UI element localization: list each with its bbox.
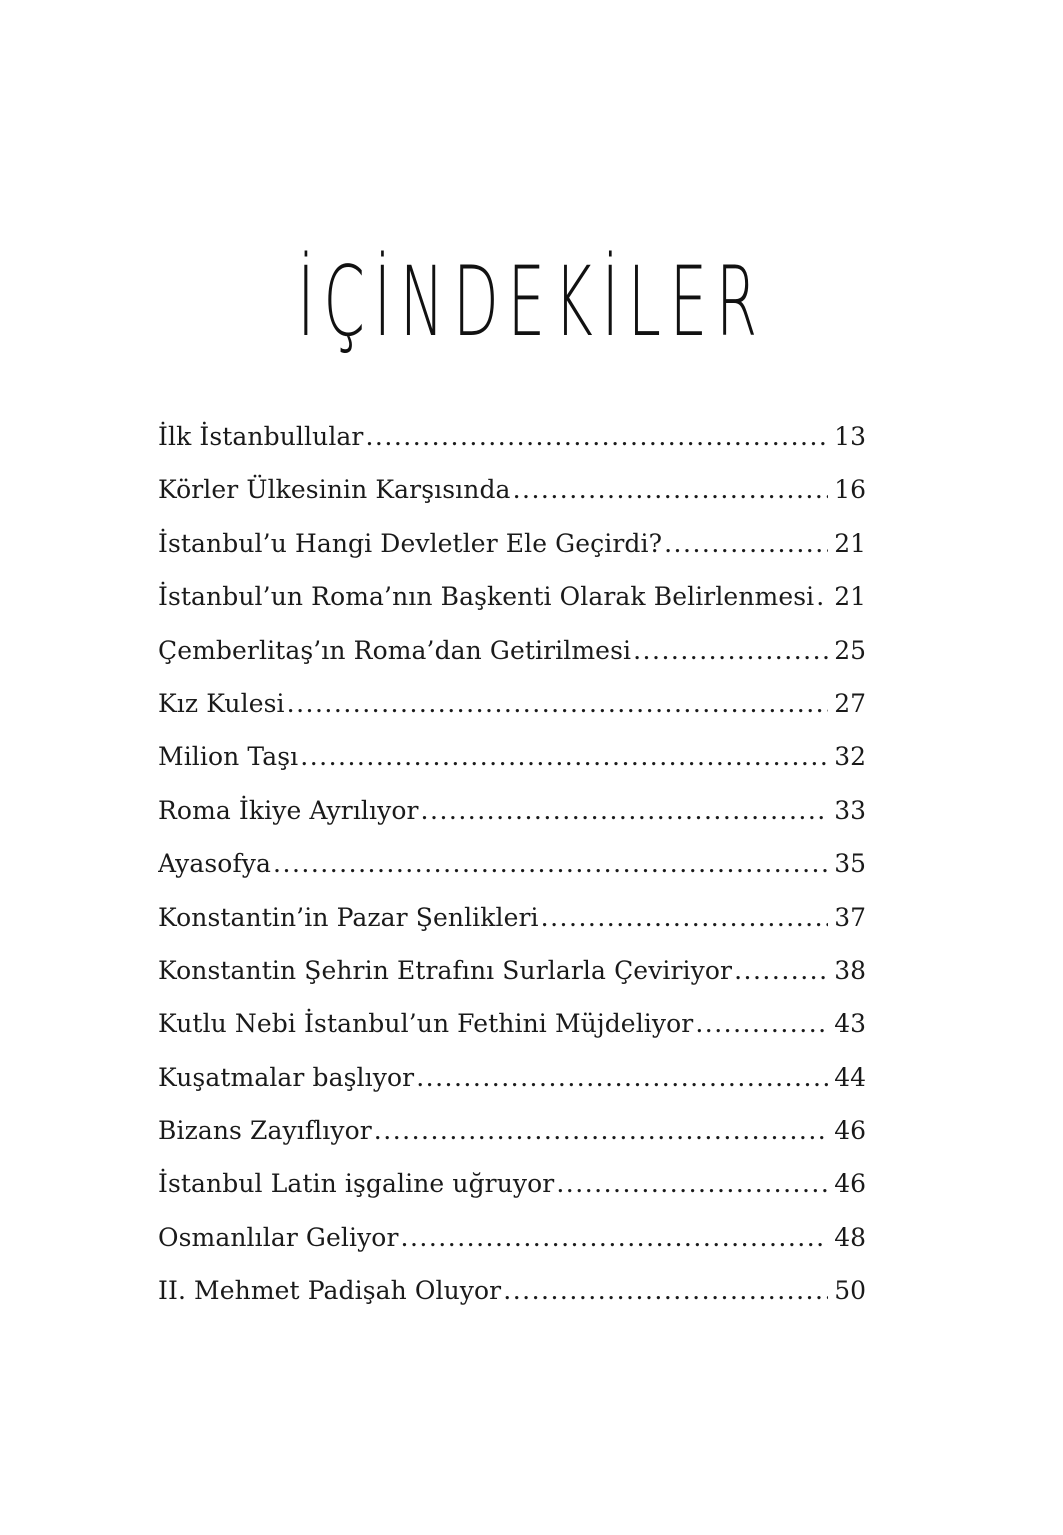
toc-entry-title: II. Mehmet Padişah Oluyor [158, 1276, 502, 1306]
toc-dot-leader [374, 1104, 828, 1157]
toc-entry-page: 16 [834, 475, 866, 505]
toc-entry-page: 32 [834, 742, 866, 772]
toc-entry[interactable] [158, 1211, 866, 1264]
toc-dot-leader [416, 1051, 828, 1104]
toc-dot-leader [503, 1264, 828, 1317]
toc-dot-leader [541, 891, 829, 944]
toc-entry-title: İstanbul Latin işgaline uğruyor [158, 1169, 555, 1199]
toc-entry-title: Osmanlılar Geliyor [158, 1222, 399, 1252]
toc-entry-title: İstanbul’u Hangi Devletler Ele Geçirdi? [158, 528, 663, 558]
toc-entry-page: 50 [834, 1276, 866, 1306]
page-title: İÇİNDEKİLER [297, 246, 766, 359]
toc-entry-page: 44 [834, 1062, 866, 1092]
toc-entry[interactable] [158, 730, 866, 783]
toc-entry[interactable] [158, 624, 866, 677]
toc-dot-leader [365, 410, 828, 463]
toc-entry-title: İlk İstanbullular [158, 422, 364, 451]
toc-entry-page: 21 [834, 528, 866, 558]
toc-entry-page: 38 [834, 955, 866, 985]
toc-entry-page: 37 [834, 902, 866, 932]
toc-entry-title: Körler Ülkesinin Karşısında [158, 475, 511, 505]
toc-entry-title: Roma İkiye Ayrılıyor [158, 795, 419, 825]
toc-dot-leader [816, 570, 828, 623]
toc-entry-title: Konstantin Şehrin Etrafını Surlarla Çeviriyor [158, 955, 733, 985]
table-of-contents [158, 410, 866, 1318]
toc-entry-page: 13 [834, 422, 866, 451]
toc-entry-title: Kutlu Nebi İstanbul’un Fethini Müjdeliyor [158, 1009, 694, 1039]
toc-entry[interactable] [158, 677, 866, 730]
toc-entry-title: İstanbul’un Roma’nın Başkenti Olarak Belirlenmesi [158, 582, 815, 612]
toc-entry[interactable] [158, 837, 866, 890]
toc-entry-title: Konstantin’in Pazar Şenlikleri [158, 902, 539, 932]
toc-dot-leader [556, 1157, 828, 1210]
toc-entry-page: 33 [834, 795, 866, 825]
toc-entry[interactable] [158, 944, 866, 997]
toc-entry[interactable] [158, 410, 866, 463]
toc-entry-page: 21 [834, 582, 866, 612]
toc-entry[interactable] [158, 784, 866, 837]
toc-dot-leader [273, 837, 828, 890]
toc-dot-leader [633, 624, 828, 677]
toc-entry-title: Kuşatmalar başlıyor [158, 1062, 415, 1092]
toc-entry[interactable] [158, 997, 866, 1050]
toc-entry-page: 43 [834, 1009, 866, 1039]
toc-entry[interactable] [158, 1051, 866, 1104]
toc-dot-leader [421, 784, 829, 837]
toc-entry[interactable] [158, 570, 866, 623]
toc-entry-title: Kız Kulesi [158, 688, 285, 718]
toc-entry[interactable] [158, 463, 866, 516]
toc-entry-title: Bizans Zayıflıyor [158, 1116, 372, 1146]
toc-entry[interactable] [158, 1264, 866, 1317]
toc-entry-page: 46 [834, 1116, 866, 1146]
toc-entry[interactable] [158, 1157, 866, 1210]
toc-dot-leader [401, 1211, 829, 1264]
toc-entry-page: 27 [834, 688, 866, 718]
toc-dot-leader [300, 730, 828, 783]
toc-entry-title: Ayasofya [158, 849, 272, 879]
toc-dot-leader [695, 997, 828, 1050]
toc-entry[interactable] [158, 517, 866, 570]
toc-entry[interactable] [158, 1104, 866, 1157]
toc-entry-page: 46 [834, 1169, 866, 1199]
toc-entry-page: 35 [834, 849, 866, 879]
toc-entry-title: Milion Taşı [158, 742, 299, 772]
toc-dot-leader [664, 517, 828, 570]
toc-dot-leader [287, 677, 829, 730]
toc-entry-page: 25 [834, 635, 866, 665]
toc-entry[interactable] [158, 891, 866, 944]
toc-entry-title: Çemberlitaş’ın Roma’dan Getirilmesi [158, 635, 632, 665]
toc-dot-leader [734, 944, 828, 997]
toc-dot-leader [513, 463, 829, 516]
toc-entry-page: 48 [834, 1222, 866, 1252]
